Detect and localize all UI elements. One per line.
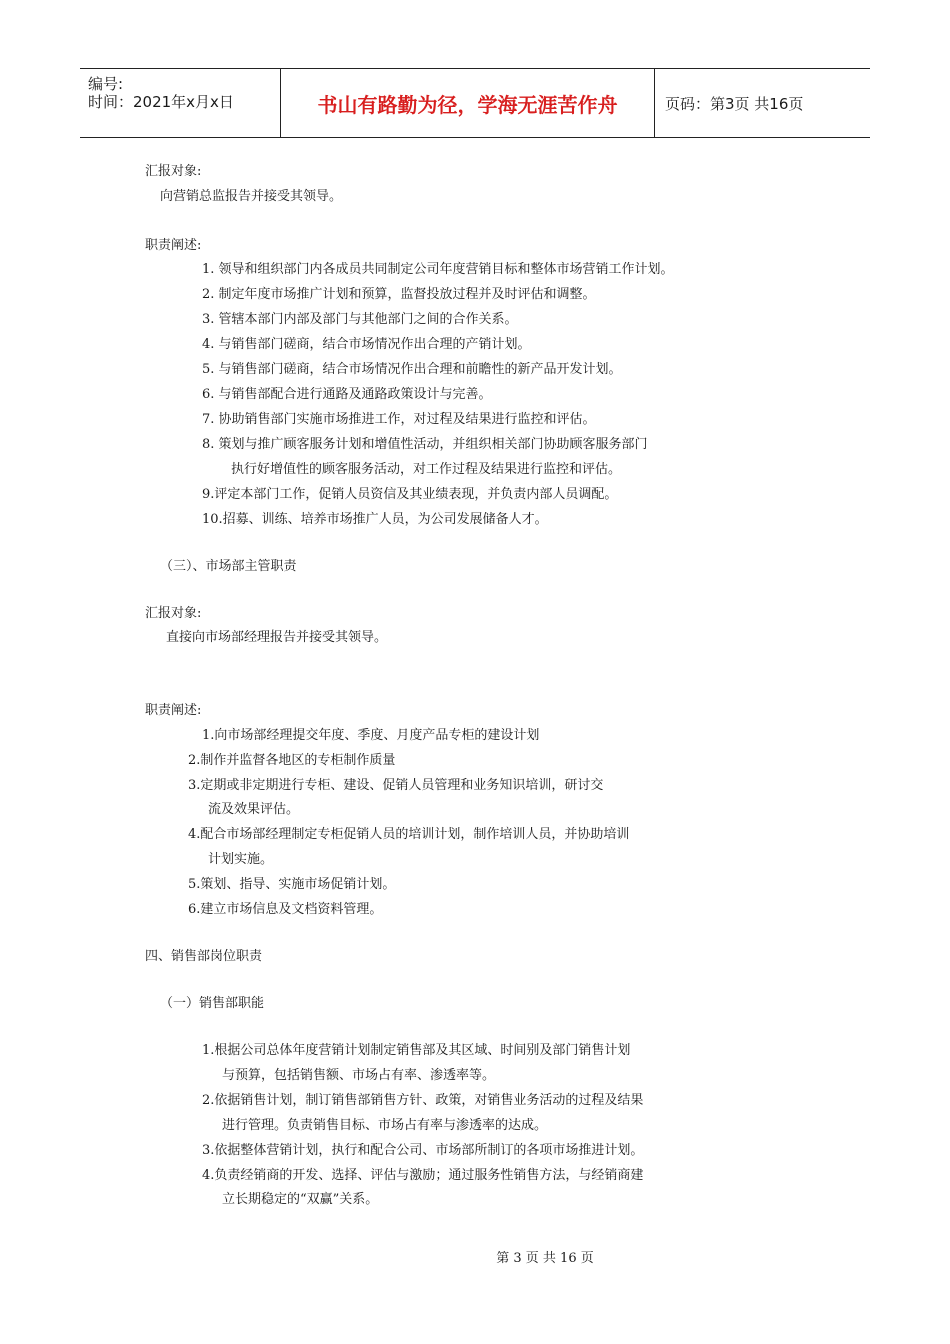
duty-item: 2. 制定年度市场推广计划和预算，监督投放过程并及时评估和调整。 [202, 287, 596, 302]
section-heading: （三）、市场部主管职责 [160, 559, 297, 574]
function-item: 3.依据整体营销计划，执行和配合公司、市场部所制订的各项市场推进计划。 [202, 1143, 644, 1158]
duty-item: 2.制作并监督各地区的专柜制作质量 [188, 753, 396, 768]
header-motto: 书山有路勤为径，学海无涯苦作舟 [281, 69, 655, 137]
function-item: 2.依据销售计划，制订销售部销售方针、政策，对销售业务活动的过程及结果 [202, 1093, 644, 1108]
serial-label: 编号: [88, 75, 124, 93]
chapter-heading: 四、销售部岗位职责 [145, 949, 263, 964]
page-header [80, 68, 870, 138]
duty-item-continuation: 计划实施。 [208, 852, 274, 867]
function-item: 1.根据公司总体年度营销计划制定销售部及其区域、时间别及部门销售计划 [202, 1043, 631, 1058]
function-item: 4.负责经销商的开发、选择、评估与激励；通过服务性销售方法，与经销商建 [202, 1168, 644, 1183]
duty-item: 10.招募、训练、培养市场推广人员，为公司发展储备人才。 [202, 512, 548, 527]
duty-item: 4. 与销售部门磋商，结合市场情况作出合理的产销计划。 [202, 337, 531, 352]
footer-page-number: 第 3 页 共 16 页 [496, 1251, 594, 1266]
duty-item: 1. 领导和组织部门内各成员共同制定公司年度营销目标和整体市场营销工作计划。 [202, 262, 674, 277]
section-heading: （一）销售部职能 [160, 996, 265, 1011]
duty-item-continuation: 执行好增值性的顾客服务活动，对工作过程及结果进行监控和评估。 [231, 462, 622, 477]
report-target-text: 直接向市场部经理报告并接受其领导。 [166, 630, 388, 645]
duty-item: 3. 管辖本部门内部及部门与其他部门之间的合作关系。 [202, 312, 518, 327]
function-item-continuation: 立长期稳定的“双赢”关系。 [222, 1192, 379, 1207]
report-target-label: 汇报对象: [145, 164, 202, 179]
duty-item: 1.向市场部经理提交年度、季度、月度产品专柜的建设计划 [202, 728, 540, 743]
duty-item: 4.配合市场部经理制定专柜促销人员的培训计划，制作培训人员，并协助培训 [188, 827, 630, 842]
duty-item: 8. 策划与推广顾客服务计划和增值性活动，并组织相关部门协助顾客服务部门 [202, 437, 648, 452]
report-target-label: 汇报对象: [145, 606, 202, 621]
duty-item: 5.策划、指导、实施市场促销计划。 [188, 877, 396, 892]
function-item-continuation: 与预算，包括销售额、市场占有率、渗透率等。 [222, 1068, 496, 1083]
duty-label: 职责阐述: [145, 703, 202, 718]
duty-item-continuation: 流及效果评估。 [208, 802, 300, 817]
duty-item: 6. 与销售部配合进行通路及通路政策设计与完善。 [202, 387, 492, 402]
report-target-text: 向营销总监报告并接受其领导。 [160, 189, 343, 204]
duty-label: 职责阐述: [145, 238, 202, 253]
duty-item: 3.定期或非定期进行专柜、建设、促销人员管理和业务知识培训，研讨交 [188, 778, 604, 793]
duty-item: 5. 与销售部门磋商，结合市场情况作出合理和前瞻性的新产品开发计划。 [202, 362, 622, 377]
header-meta-cell [80, 69, 281, 137]
duty-item: 6.建立市场信息及文档资料管理。 [188, 902, 383, 917]
function-item-continuation: 进行管理。负责销售目标、市场占有率与渗透率的达成。 [222, 1118, 548, 1133]
page-footer [0, 1247, 950, 1266]
date-line: 时间：2021年x月x日 [88, 93, 234, 111]
duty-item: 9.评定本部门工作，促销人员资信及其业绩表现，并负责内部人员调配。 [202, 487, 618, 502]
header-page-code: 页码：第3页 共16页 [665, 94, 804, 113]
duty-item: 7. 协助销售部门实施市场推进工作，对过程及结果进行监控和评估。 [202, 412, 596, 427]
